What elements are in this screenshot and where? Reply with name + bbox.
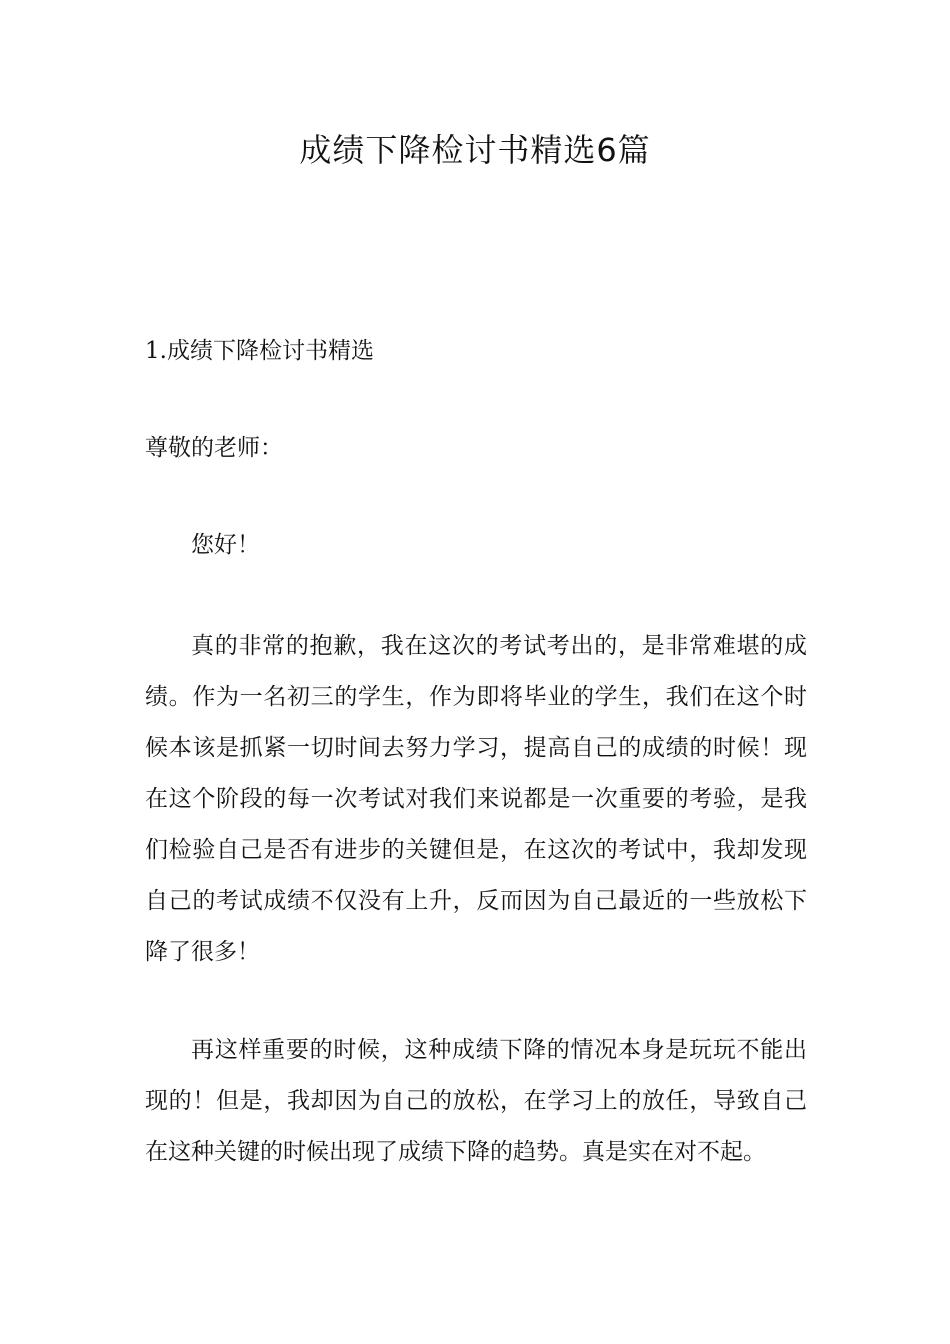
body-paragraph: 真的非常的抱歉，我在这次的考试考出的，是非常难堪的成绩。作为一名初三的学生，作为即将毕业的学生，我们在这个时候本该是抓紧一切时间去努力学习，提高自己的成绩的时候！现在这个阶段的每一次考试对我们来说都是一次重要的考验，是我们检验自己是否有进步的关键但是，在这次的考试中，我却发现自己的考试成绩不仅没有上升，反而因为自己最近的一些放松下降了很多！ — [145, 633, 807, 965]
document-title: 成绩下降检讨书精选6篇 — [299, 131, 651, 169]
document-body — [145, 330, 807, 1225]
body-paragraph: 再这样重要的时候，这种成绩下降的情况本身是玩玩不能出现的！但是，我却因为自己的放松，在学习上的放任，导致自己在这种关键的时候出现了成绩下降的趋势。真是实在对不起。 — [145, 1037, 807, 1165]
salutation: 尊敬的老师： — [145, 435, 283, 461]
greeting: 您好！ — [191, 532, 260, 558]
section-heading: 1.成绩下降检讨书精选 — [145, 338, 374, 364]
